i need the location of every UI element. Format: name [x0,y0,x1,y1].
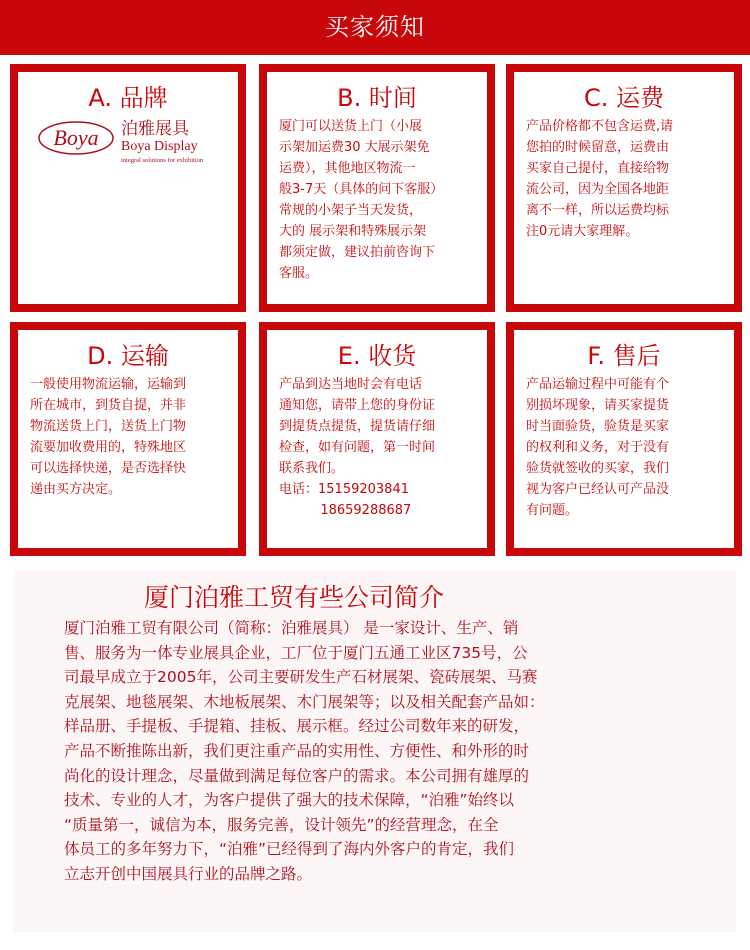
company-intro [14,570,736,932]
box-receiving [259,322,495,556]
box-title: A. 品牌 [88,84,168,112]
box-text: 一般使用物流运输，运输到 所在城市，到货自提，并非 物流送货上门，送货上门物 流要加收费用的，特殊地区 可以选择快递，是否选择快 递由买方决定。 [30,377,187,497]
boya-logo [36,112,236,172]
box-brand [10,64,246,312]
svg-text:Boya Display: Boya Display [121,139,198,154]
box-text: 产品到达当地时会有电话 通知您，请带上您的身份证 到提货点提货，提货请仔细 检查，如有问题，第一时间 联系我们。 电话：15159203841 18659288687 [279,377,436,518]
svg-text:泊雅展具: 泊雅展具 [121,119,189,139]
box-title: D. 运输 [87,342,169,370]
box-shipping-fee [506,64,742,312]
box-text: 产品价格都不包含运费,请 您拍的时候留意，运费由 买家自己提付，直接给物 流公司，因为全国各地距 离不一样，所以运费均标 注0元请大家理解。 [526,119,674,239]
box-after-sales [506,322,742,556]
svg-text:Boya: Boya [53,125,99,150]
intro-body: 厦门泊雅工贸有限公司（简称：泊雅展具） 是一家设计、生产、销 售、服务为一体专业展具企业，工厂位于厦门五通工业区735号，公 司最早成立于2005年，公司主要研发生产石材展架、瓷砖展架、马赛 克展架、地毯展架、木地板展架、木门展架等；以及相关配套产品如： 样品册、手提板、手提箱、挂板、展示框。经过公司数年来的研发， 产品不断推陈出新，我们更注重产品的实用性、方便性、和外形的时 尚化的设计理念，尽量做到满足每位客户的需求。本公司拥有雄厚的 技术、专业的人才，为客户提供了强大的技术保障，“泊雅”始终以 “质量第一，诚信为本，服务完善，设计领先”的经营理念，在全 体员工的多年努力下，“泊雅”已经得到了海内外客户的肯定，我们 立志开创中国展具行业的品牌之路。 [64,619,545,883]
header-title: 买家须知 [325,13,425,41]
box-text: 产品运输过程中可能有个 别损坏现象，请买家提货 时当面验货，验货是买家 的权利和义务，对于没有 验货就签收的买家，我们 视为客户已经认可产品没 有问题。 [526,377,670,518]
intro-title: 厦门泊雅工贸有些公司简介 [144,583,445,612]
box-title: E. 收货 [337,342,417,370]
box-title: F. 售后 [587,342,661,370]
box-title: B. 时间 [337,84,417,112]
box-title: C. 运费 [583,84,664,112]
box-transport [10,322,246,556]
box-time [259,64,495,312]
box-text: 厦门可以送货上门（小展 示架加运费30 大展示架免 运费），其他地区物流一 般3-7天（具体的问下客服） 常规的小架子当天发货， 大的 展示架和特殊展示架 都须定做，建议拍前咨询下 客服。 [279,119,444,281]
svg-text:integral solutions for exhibit: integral solutions for exhibition [121,157,204,164]
page-header [0,0,750,55]
